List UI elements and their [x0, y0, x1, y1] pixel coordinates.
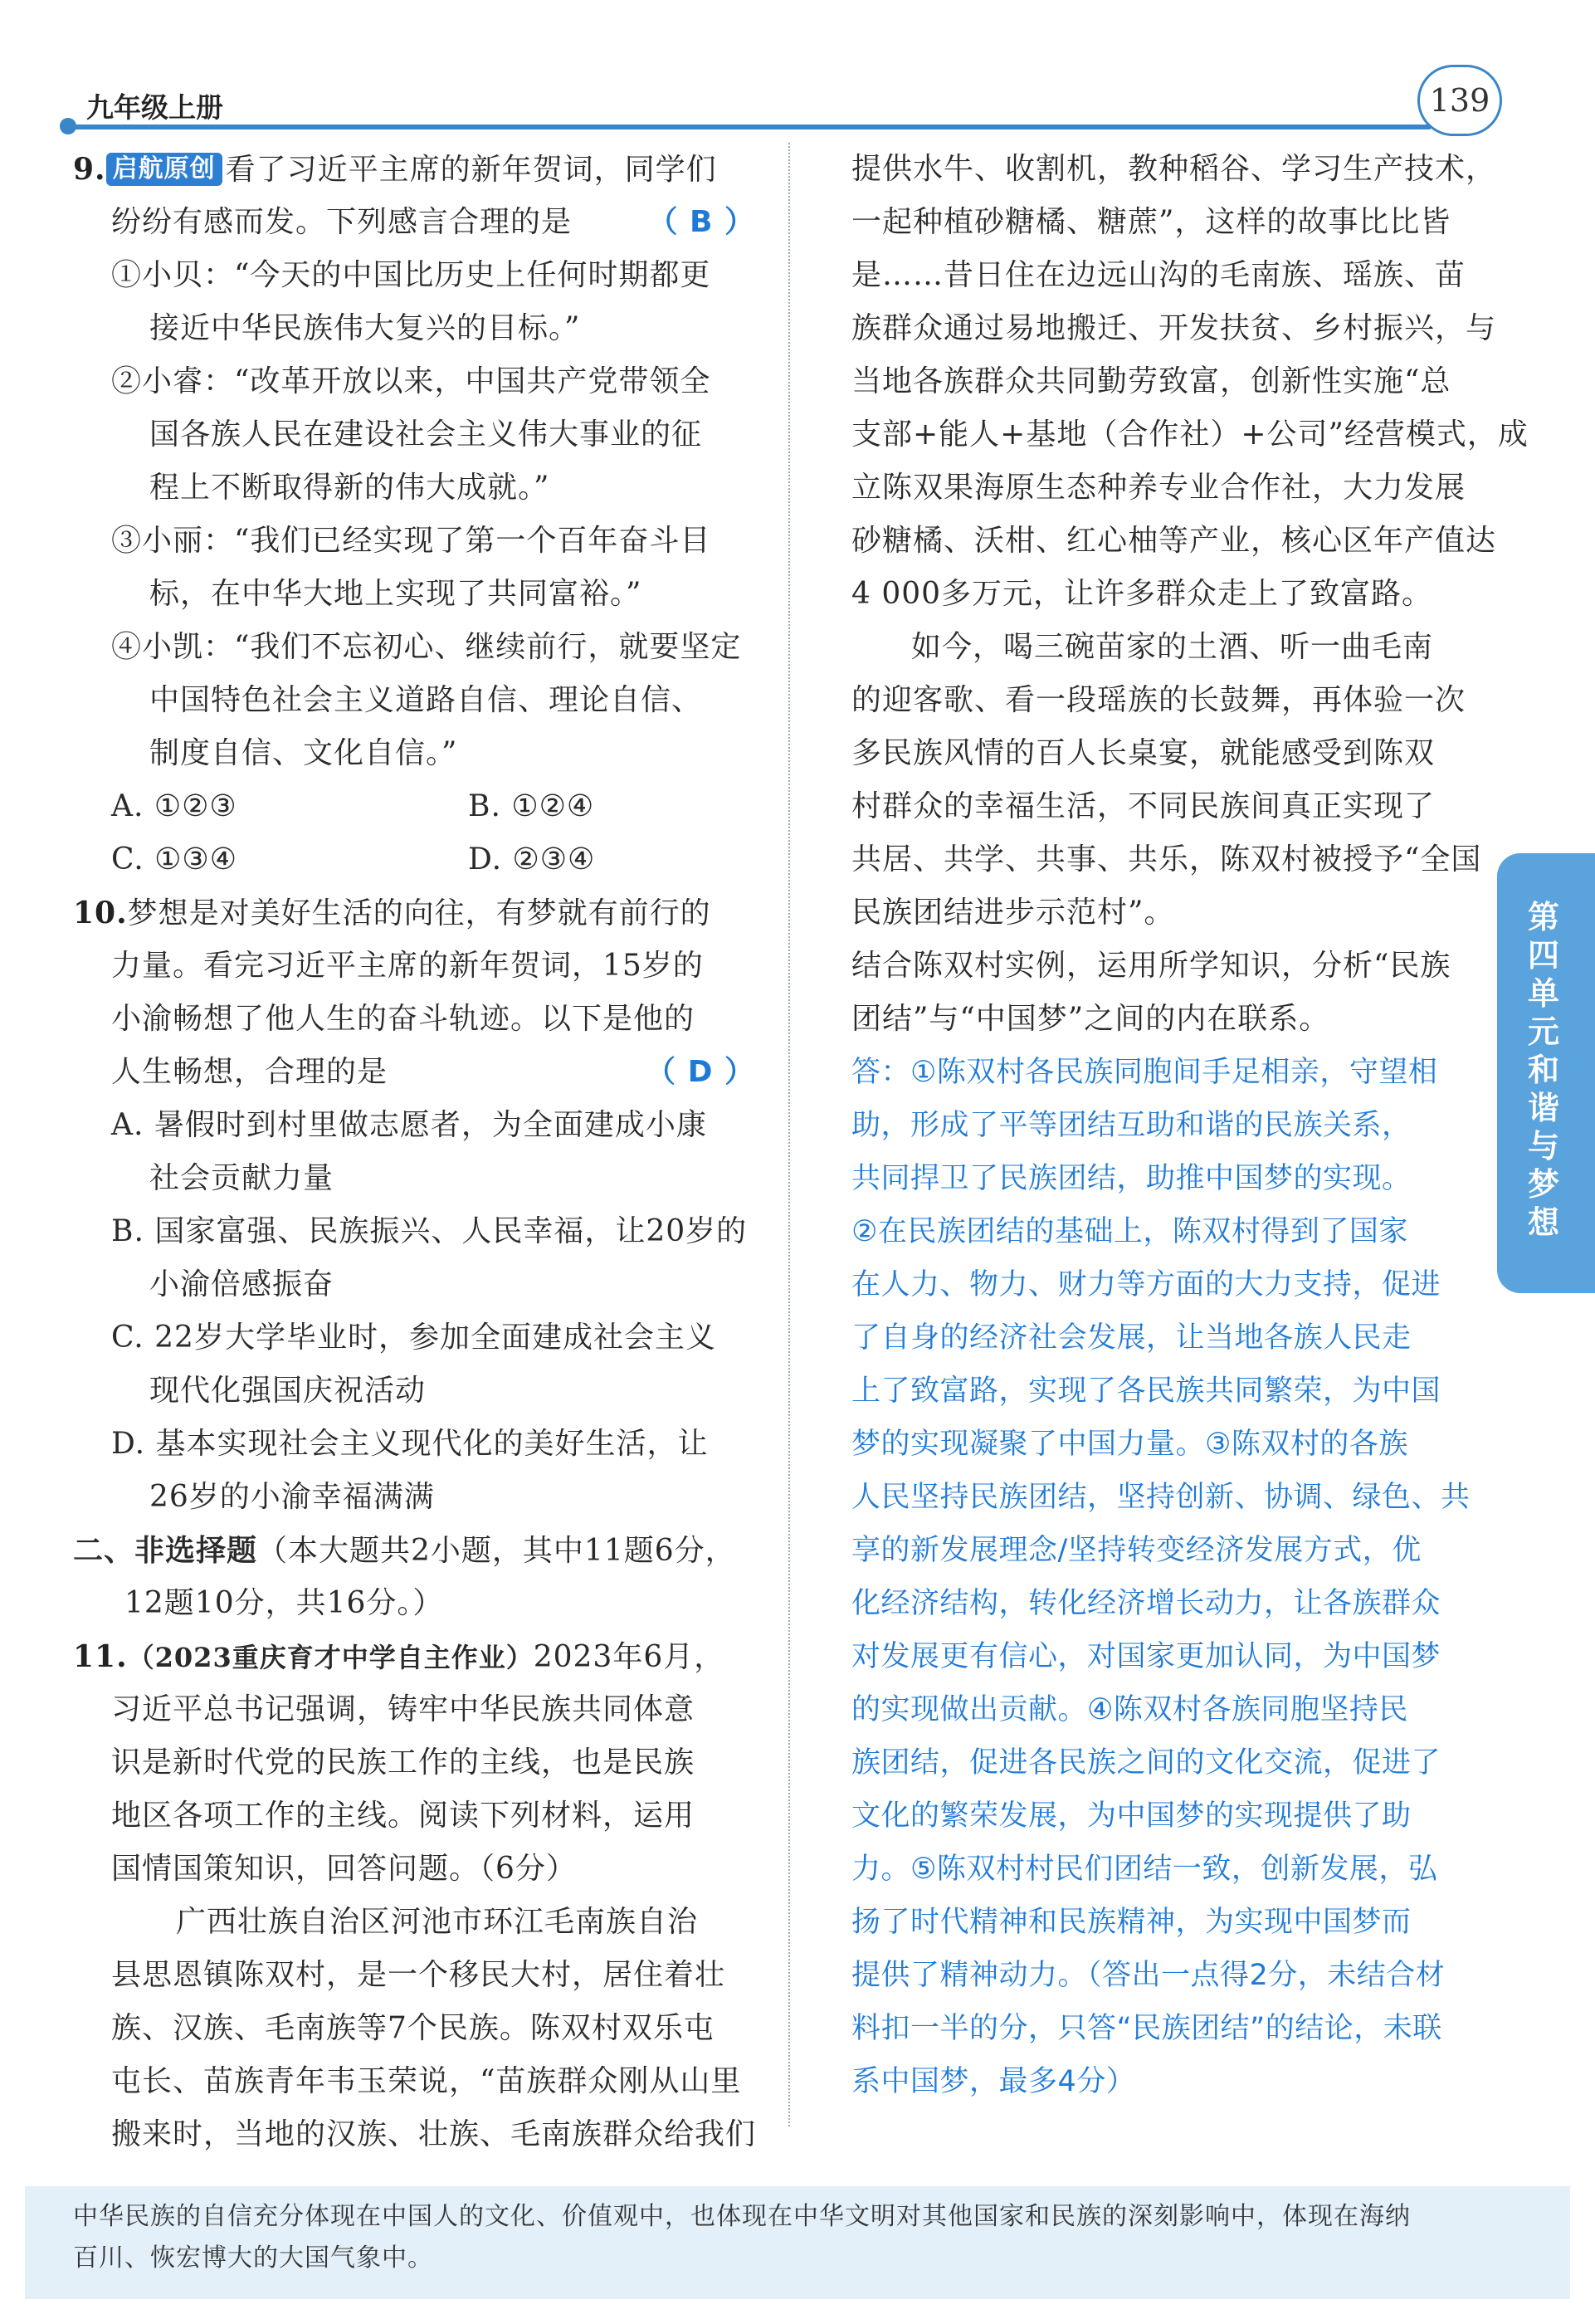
left-column: [73, 143, 755, 2161]
q11-material-line: 县思恩镇陈双村，是一个移民大村，居住着壮: [111, 1958, 726, 1992]
q11-answer-line: 答：①陈双村各民族同胞间手足相亲，守望相: [851, 1056, 1438, 1089]
q11-answer-line: 扬了时代精神和民族精神，为实现中国梦而: [851, 1906, 1412, 1939]
q11-stem-line: 国情国策知识，回答问题。（6分）: [111, 1852, 577, 1886]
q11-material-line: 搬来时，当地的汉族、壮族、毛南族群众给我们: [111, 2117, 757, 2151]
section2-desc: （本大题共2小题，其中11题6分，: [257, 1534, 736, 1568]
q10-stem-line: 力量。看完习近平主席的新年贺词，15岁的: [111, 949, 704, 983]
q11-question-line: 结合陈双村实例，运用所学知识，分析“民族: [851, 949, 1451, 983]
q11-answer-line: 享的新发展理念/坚持转变经济发展方式，优: [851, 1534, 1422, 1567]
q11-answer-line: 的实现做出贡献。④陈双村各族同胞坚持民: [851, 1693, 1408, 1726]
q11-answer-line: 对发展更有信心，对国家更加认同，为中国梦: [851, 1640, 1441, 1673]
q11-answer-line: 上了致富路，实现了各民族共同繁荣，为中国: [851, 1374, 1441, 1408]
page-number: 139: [1417, 65, 1502, 136]
q11-stem-line: 地区各项工作的主线。阅读下列材料，运用: [111, 1799, 695, 1833]
q11-answer-line: 人民坚持民族团结，坚持创新、协调、绿色、共: [851, 1481, 1471, 1514]
q9-number: 9.: [73, 152, 106, 187]
q11-answer-line: 文化的繁荣发展，为中国梦的实现提供了助: [851, 1799, 1412, 1833]
q11-material-line: 一起种植砂糖橘、糖蔗”，这样的故事比比皆: [851, 205, 1451, 239]
q11-material-line: 砂糖橘、沃柑、红心柚等产业，核心区年产值达: [851, 524, 1497, 558]
q11-stem-line: 识是新时代党的民族工作的主线，也是民族: [111, 1745, 695, 1780]
q11-material-line: 4 000多万元，让许多群众走上了致富路。: [851, 577, 1433, 611]
q11-material-line: 是……昔日住在边远山沟的毛南族、瑶族、苗: [851, 258, 1466, 292]
q9-options-row-2: [73, 833, 755, 886]
q10-option: 小渝倍感振奋: [149, 1267, 334, 1301]
q11-material-line: 屯长、苗族青年韦玉荣说，“苗族群众刚从山里: [111, 2064, 742, 2098]
q11-answer-line: 力。⑤陈双村村民们团结一致，创新发展，弘: [851, 1853, 1438, 1886]
q11-source: （2023重庆育才中学自主作业）: [127, 1642, 534, 1673]
q11-answer-line: 梦的实现凝聚了中国力量。③陈双村的各族: [851, 1428, 1408, 1461]
q11-answer-line: 系中国梦，最多4分）: [851, 2065, 1136, 2098]
q11-material-line: 广西壮族自治区河池市环江毛南族自治: [176, 1905, 699, 1939]
q9-stem-line-1: [73, 143, 755, 196]
q10-stem-line: [73, 886, 755, 940]
q9-answer: （ B ）: [647, 205, 755, 239]
q9-item: ④小凯：“我们不忘初心、继续前行，就要坚定: [111, 630, 742, 664]
q11-answer: [851, 1046, 1482, 2108]
q11-material2-line: 多民族风情的百人长桌宴，就能感受到陈双: [851, 736, 1436, 770]
q11-material2-line: 共居、共学、共事、共乐，陈双村被授予“全国: [851, 842, 1482, 876]
q11-material-line: 立陈双果海原生态种养专业合作社，大力发展: [851, 471, 1466, 505]
q9-stem-text-2: 纷纷有感而发。下列感言合理的是: [111, 205, 573, 239]
right-column: [851, 143, 1529, 2108]
q10-stem-text-last: 人生畅想，合理的是: [111, 1055, 388, 1089]
q10-option: 现代化强国庆祝活动: [149, 1374, 427, 1408]
q11-answer-line: 化经济结构，转化经济增长动力，让各族群众: [851, 1587, 1441, 1620]
q11-material2-line: 村群众的幸福生活，不同民族间真正实现了: [851, 789, 1436, 823]
q11-material2-line: 的迎客歌、看一段瑶族的长鼓舞，再体验一次: [851, 683, 1466, 717]
q9-options-row-1: [73, 780, 755, 833]
q10-stem-line: 小渝畅想了他人生的奋斗轨迹。以下是他的: [111, 1002, 695, 1036]
q11-material-line: 族、汉族、毛南族等7个民族。陈双村双乐屯: [111, 2011, 715, 2045]
q11-stem-date: 2023年6月，: [533, 1640, 725, 1674]
q9-item: 制度自信、文化自信。”: [149, 736, 458, 770]
q10-option: 26岁的小渝幸福满满: [149, 1480, 435, 1514]
q11-question-line: 团结”与“中国梦”之间的内在联系。: [851, 1002, 1330, 1036]
q10-stem-line: [73, 1046, 755, 1099]
q11-answer-line: 在人力、物力、财力等方面的大力支持，促进: [851, 1268, 1441, 1301]
q11-answer-line: 了自身的经济社会发展，让当地各族人民走: [851, 1321, 1412, 1355]
q9-item: 中国特色社会主义道路自信、理论自信、: [149, 683, 703, 717]
header-rule: [71, 124, 1432, 129]
q11-material2-line: 民族团结进步示范村”。: [851, 896, 1175, 930]
q11-answer-line: ②在民族团结的基础上，陈双村得到了国家: [851, 1215, 1408, 1248]
q9-item: 标，在中华大地上实现了共同富裕。”: [149, 577, 642, 611]
q10-option: A. 暑假时到村里做志愿者，为全面建成小康: [111, 1108, 707, 1142]
q11-material-line: 当地各族群众共同勤劳致富，创新性实施“总: [851, 364, 1451, 398]
section2-title: 二、非选择题: [73, 1533, 258, 1568]
q11-answer-line: 提供了精神动力。（答出一点得2分，未结合材: [851, 1959, 1446, 1992]
footer-quote-box: [25, 2186, 1570, 2299]
q11-stem-line: 习近平总书记强调，铸牢中华民族共同体意: [111, 1692, 695, 1726]
q9-item: ②小睿：“改革开放以来，中国共产党带领全: [111, 364, 711, 398]
q11-answer-line: 共同捍卫了民族团结，助推中国梦的实现。: [851, 1162, 1412, 1195]
q10-stem-text: 梦想是对美好生活的向往，有梦就有前行的: [127, 896, 711, 930]
footer-quote-line-1: 中华民族的自信充分体现在中国人的文化、价值观中，也体现在中华文明对其他国家和民族的深刻影响中，体现在海纳: [73, 2202, 1411, 2231]
q11-answer-line: 族团结，促进各民族之间的文化交流，促进了: [851, 1746, 1441, 1780]
header-title: 九年级上册: [86, 91, 223, 124]
q10-option: 社会贡献力量: [149, 1161, 334, 1195]
section2-heading: [73, 1524, 755, 1577]
q10-answer: （ D ）: [646, 1055, 755, 1089]
q9-item: 接近中华民族伟大复兴的目标。”: [149, 311, 581, 345]
q11-material-line: 提供水牛、收割机，教种稻谷、学习生产技术，: [851, 152, 1497, 186]
q9-item: 国各族人民在建设社会主义伟大事业的征: [149, 417, 703, 452]
q9-item: ①小贝：“今天的中国比历史上任何时期都更: [111, 258, 711, 292]
q10-number: 10.: [73, 896, 128, 930]
q9-option-c: C. ①③④: [111, 842, 237, 876]
q11-answer-line: 助，形成了平等团结互助和谐的民族关系，: [851, 1109, 1412, 1142]
q10-option: C. 22岁大学毕业时，参加全面建成社会主义: [111, 1321, 716, 1355]
q11-number: 11.: [73, 1639, 128, 1674]
q11-material-line: 支部+能人+基地（合作社）+公司”经营模式，成: [851, 417, 1529, 452]
q10-option: B. 国家富强、民族振兴、人民幸福，让20岁的: [111, 1214, 748, 1248]
q9-stem-text: 看了习近平主席的新年贺词，同学们: [225, 153, 717, 187]
unit-side-tab-label: 第四单元 和谐与梦想: [1527, 899, 1559, 1241]
column-divider: [788, 143, 790, 2126]
q11-answer-line: 料扣一半的分，只答“民族团结”的结论，未联: [851, 2012, 1442, 2045]
q9-option-a: A. ①②③: [111, 789, 237, 823]
q11-stem-line: [73, 1630, 755, 1683]
q11-material2-line: 如今，喝三碗苗家的土酒、听一曲毛南: [911, 630, 1434, 664]
q9-item: ③小丽：“我们已经实现了第一个百年奋斗目: [111, 524, 711, 558]
q9-badge: 启航原创: [106, 153, 222, 186]
q9-stem-line-2: [73, 196, 755, 249]
section2-desc-line-2: 12题10分，共16分。）: [124, 1586, 444, 1620]
q11-material-line: 族群众通过易地搬迁、开发扶贫、乡村振兴，与: [851, 311, 1497, 345]
footer-quote-line-2: 百川、恢宏博大的大国气象中。: [73, 2243, 433, 2273]
q9-item: 程上不断取得新的伟大成就。”: [149, 471, 550, 505]
q9-option-b: B. ①②④: [468, 789, 595, 823]
q9-option-d: D. ②③④: [468, 842, 596, 876]
q10-option: D. 基本实现社会主义现代化的美好生活，让: [111, 1427, 709, 1461]
